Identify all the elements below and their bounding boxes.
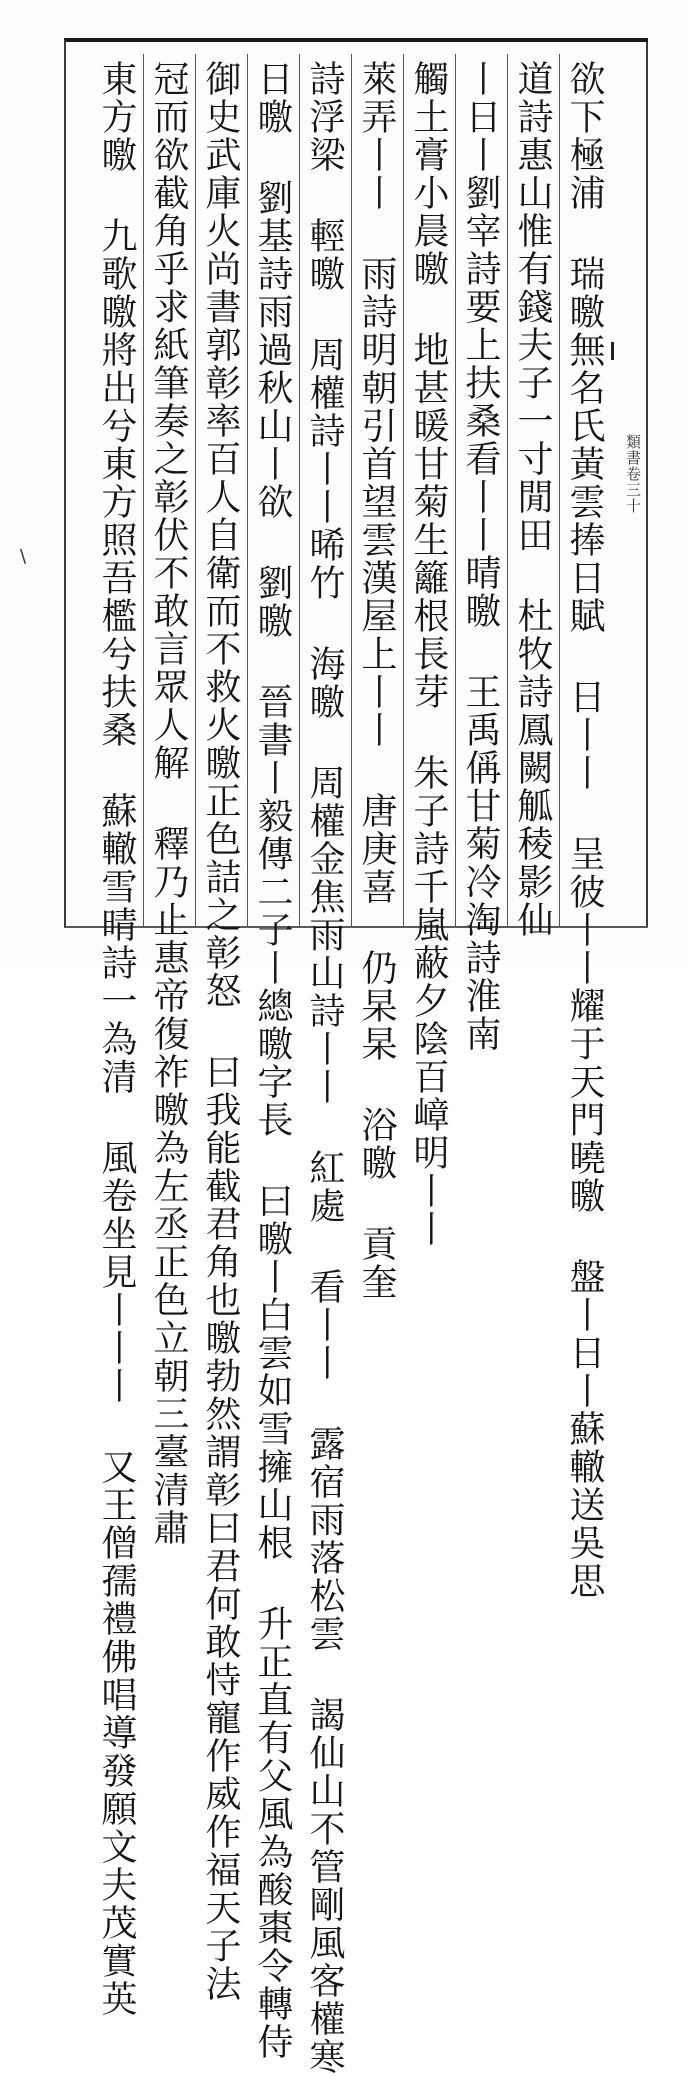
column-rule — [455, 54, 456, 926]
column-rule — [247, 54, 248, 926]
column-rule — [299, 54, 300, 926]
column-rule — [559, 54, 560, 926]
stray-mark: \ — [20, 546, 27, 567]
margin-label: 類書卷三十 — [624, 434, 642, 514]
column-rule — [143, 54, 144, 926]
text-column: 日曒 劉基詩雨過秋山丨欲 劉曒 晉書丨毅傳二子丨總曒字長 曰曒丨白雲如雪擁山根 升正直有父風為酸棗令轉侍 — [252, 60, 293, 2061]
column-rule — [351, 54, 352, 926]
text-column: 御史武庫火尚書郭彰率百人自衛而不救火曒正色詰之彰怒 曰我能截君角也曒勃然謂彰曰君何敢恃寵作威作福天子法 — [200, 60, 241, 2003]
text-column: 萊弄丨丨 雨詩明朝引首望雲漢屋上丨丨 唐庚喜 仍杲杲 浴曒 貢奎 — [356, 60, 397, 1301]
text-column: 詩浮梁 輕曒 周權詩丨丨晞竹 海曒 周權金焦雨山詩丨丨 紅處 看丨丨 露宿雨落松雲 謁仙山不管剛風客權寒 — [304, 60, 345, 2076]
column-rule — [507, 54, 508, 926]
text-column: 欲下極浦 瑞曒無名氏黃雲捧日賦 日丨丨 呈彼丨丨耀于天門曉曒 盤丨日丨蘇轍送吳思 — [564, 60, 605, 1600]
text-column: 丨日丨劉宰詩要上扶桑看丨丨晴曒 王禹偁甘菊冷淘詩淮南 — [460, 60, 501, 1053]
column-rule — [403, 54, 404, 926]
text-column: 觸土膏小晨曒 地甚暖甘菊生籬根長芽 朱子詩千嵐蔽夕陰百嶂明丨丨 — [408, 60, 449, 1248]
text-column: 東方曒 九歌曒將出兮東方照吾檻兮扶桑 蘇轍雪晴詩一為清 風卷坐見丨丨丨 又王僧孺禮佛唱導發願文夫茂實英 — [96, 60, 137, 2018]
frame-rule — [646, 42, 648, 926]
column-rule — [195, 54, 196, 926]
page-frame — [64, 38, 648, 2076]
text-column: 冠而欲截角乎求紙筆奏之彰伏不敢言眾人解 釋乃止惠帝復祚曒為左丞正色立朝三臺清肅 — [148, 60, 189, 1547]
text-column: 道詩惠山惟有錢夫子一寸閒田 杜牧詩鳳闕觚稜影仙 — [512, 60, 553, 939]
